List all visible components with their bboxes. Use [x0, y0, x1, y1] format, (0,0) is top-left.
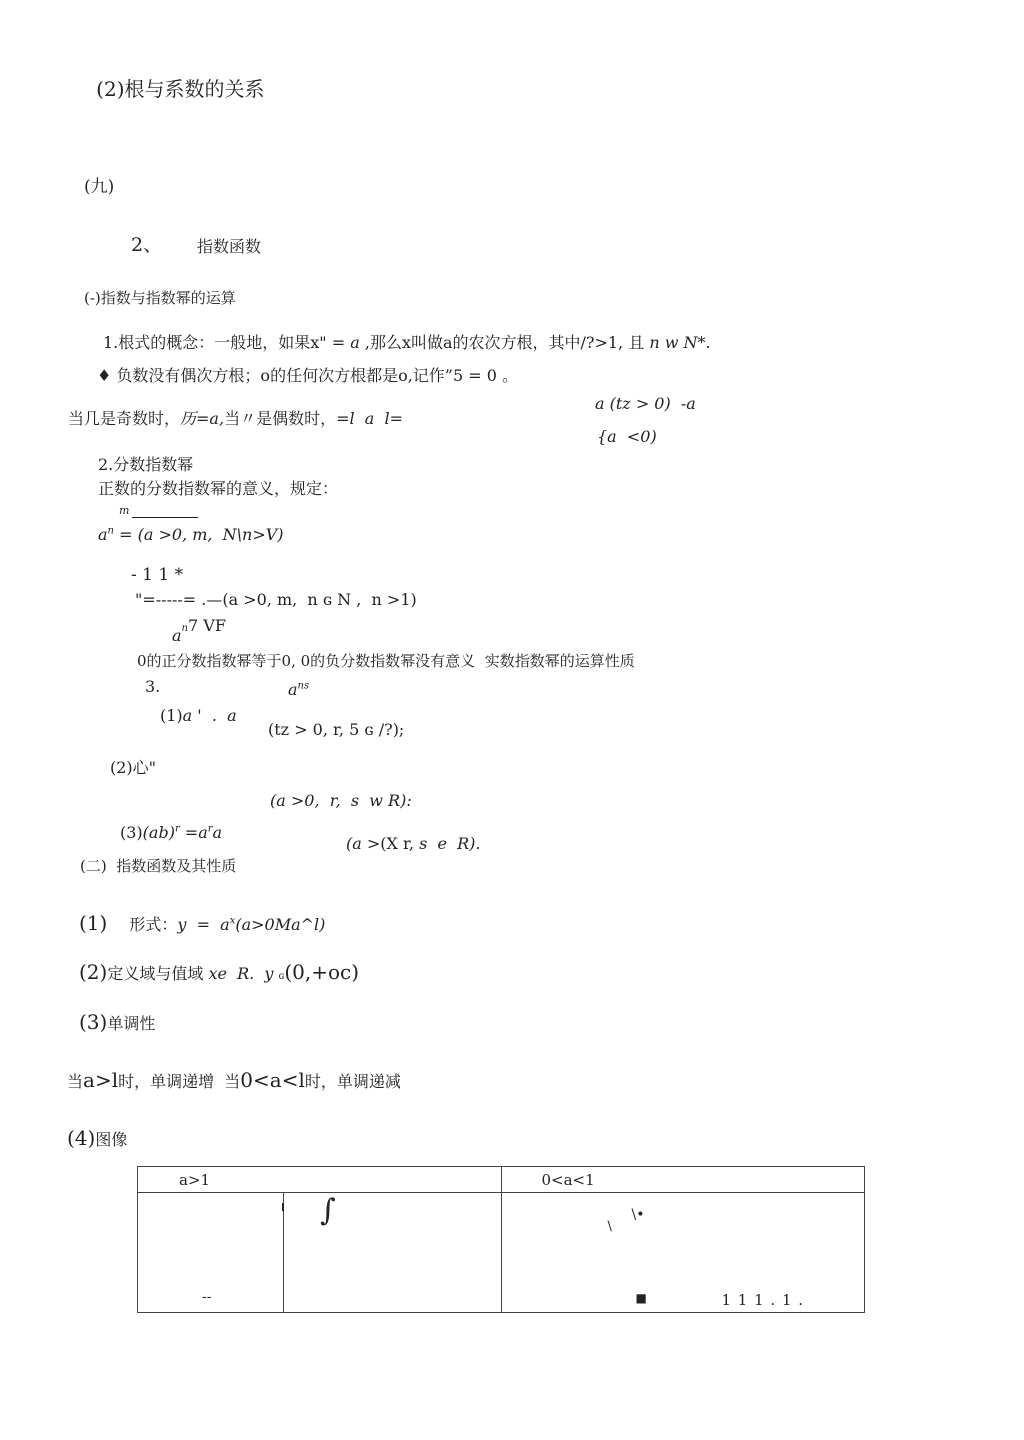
graph-cell-increasing: [138, 1193, 502, 1313]
negative-root-note: ♦ 负数没有偶次方根；o的任何次方根都是o,记作”5 = 0 。: [97, 366, 518, 385]
rule3-product-power: $(3)(ab)^r =a^ra$: [120, 823, 223, 842]
rule3-condition: (a >(X r, s e R).: [346, 834, 481, 853]
exponential-function-heading: (二) 指数函数及其性质: [80, 857, 237, 875]
negative-fractional-formula: "=-----= .—(a >0, m, n ɢ N , n >1): [135, 590, 417, 609]
fractional-exponent-desc: 正数的分数指数幂的意义，规定：: [98, 479, 339, 498]
fractional-exponent-title: 2.分数指数幂: [98, 455, 194, 474]
subsection-root-coefficient: [86, 58, 265, 101]
radical-definition: 1.根式的概念：一般地，如果x" = a ,那么x叫做a的农次方根，其中/?>1, 且 n w N*.: [103, 333, 711, 352]
item-form: (1) 形式：$y = a^x(a>0Ma\^{}l)$: [79, 911, 326, 935]
odd-even-root-rule: 当几是奇数时，历=a,当〃是偶数时，=l a l=: [68, 409, 404, 428]
item-graph: (4)图像: [67, 1126, 128, 1150]
positive-fractional-formula: $a^n = (a >0$, m, N\n>V): [98, 525, 284, 544]
rule2-power: (2)心": [110, 758, 157, 777]
table-header-a-lt-1: 0<a<1: [501, 1167, 865, 1193]
section-two-title: 指数函数: [197, 237, 262, 256]
piecewise-case-positive: a (tz > 0) -a: [595, 394, 696, 413]
rule1-condition: (tz > 0, r, 5 ɢ /?);: [268, 720, 405, 739]
section-two-number: 2、: [131, 234, 163, 256]
graph-table: [137, 1166, 865, 1313]
rule2-condition: (a >0, r, s w R):: [270, 791, 412, 810]
rules-number-3: 3.: [145, 677, 161, 696]
root-coeff-heading: (2)根与系数的关系: [96, 77, 265, 102]
increasing-curve-fragment: ∫: [320, 1193, 336, 1228]
subsection-exponent-ops: (-)指数与指数幂的运算: [84, 289, 236, 307]
negative-exponent-numerator: - 1 1 *: [131, 565, 184, 585]
graph-tick-mark: [282, 1203, 284, 1211]
graph-cell-decreasing: [501, 1193, 865, 1313]
item-monotonicity: (3)单调性: [79, 1010, 156, 1034]
piecewise-case-negative: {a <0): [597, 427, 657, 446]
fraction-bar: [132, 517, 198, 518]
rule1-product: (1)a ' . a: [160, 706, 237, 725]
zero-exponent-note: 0的正分数指数幂等于0, 0的负分数指数幂没有意义 实数指数幂的运算性质: [137, 652, 635, 670]
decreasing-curve-mark: \: [607, 1219, 612, 1234]
monotonicity-rule: 当a>l时，单调递增 当0<a<l时，单调递减: [67, 1068, 401, 1092]
item-domain-range: (2)定义域与值域 xe R. y ɢ(0,+oc): [79, 960, 360, 984]
decreasing-curve-fragment: \•: [631, 1207, 645, 1223]
axis-dash-fragment: --: [202, 1289, 212, 1305]
section-nine-label: (九): [84, 177, 115, 197]
exponent-numerator-m: m: [119, 504, 130, 517]
negative-formula-denominator: $a^n7$ VF: [172, 616, 226, 645]
graph-axis-divider: [283, 1193, 284, 1313]
graph-square-mark: ■: [635, 1291, 647, 1305]
table-header-a-gt-1: a>1: [138, 1167, 502, 1193]
axis-tick-fragment: 1 1 1 . 1 .: [721, 1291, 805, 1309]
rule1-product-result: $a^{ns}$: [288, 680, 310, 699]
